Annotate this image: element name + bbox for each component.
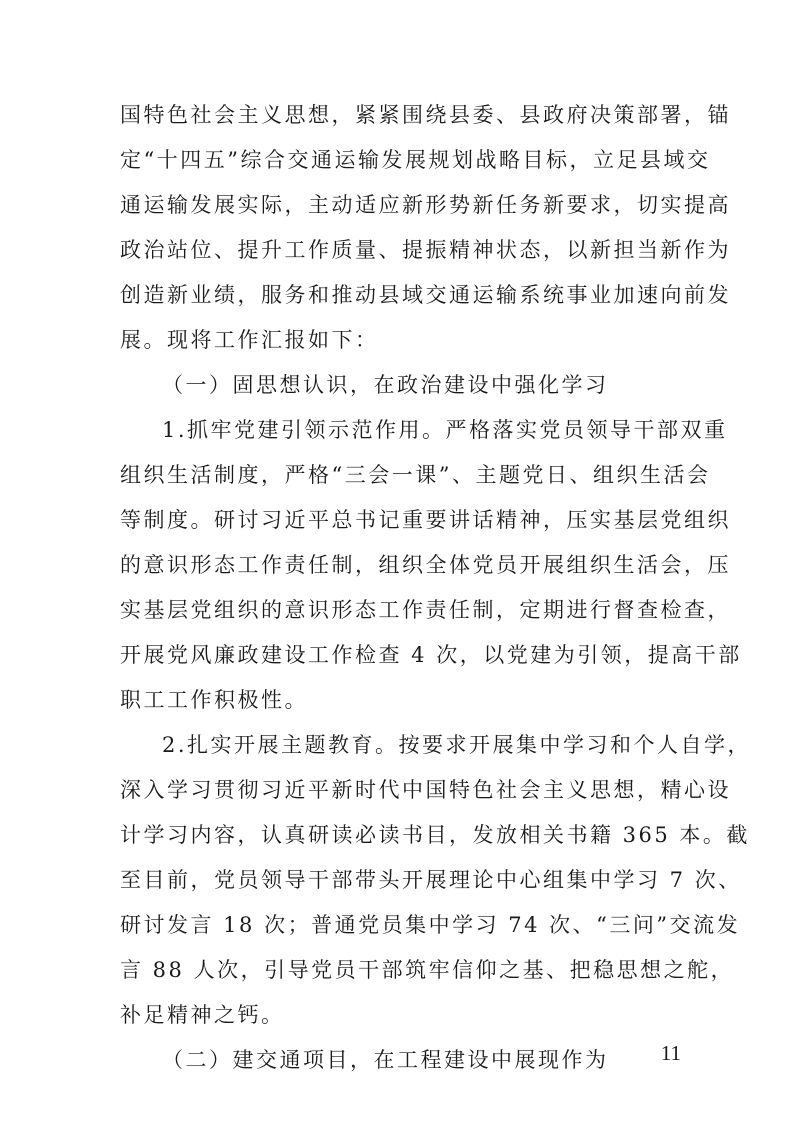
body-text-line: 补足精神之钙。 xyxy=(120,1003,285,1027)
body-text-line: 定“十四五”综合交通运输发展规划战略目标，立足县域交 xyxy=(120,148,711,172)
body-text-line: 实基层党组织的意识形态工作责任制，定期进行督查检查， xyxy=(120,598,731,622)
body-text-line: 创造新业绩，服务和推动县域交通运输系统事业加速向前发 xyxy=(120,283,731,307)
body-text-line: 展。现将工作汇报如下： xyxy=(120,328,379,352)
body-text-line: 深入学习贯彻习近平新时代中国特色社会主义思想，精心设 xyxy=(120,778,731,802)
body-text-line: 职工工作积极性。 xyxy=(120,688,308,712)
page-number: 11 xyxy=(660,1041,681,1065)
body-text-line: 政治站位、提升工作质量、提振精神状态，以新担当新作为 xyxy=(120,238,731,262)
body-text-line: 计学习内容，认真研读必读书目，发放相关书籍 365 本。截 xyxy=(120,823,750,847)
body-text-line: 的意识形态工作责任制，组织全体党员开展组织生活会，压 xyxy=(120,553,731,577)
body-text-line: 开展党风廉政建设工作检查 4 次，以党建为引领，提高干部 xyxy=(120,643,742,667)
body-text-line: 组织生活制度，严格“三会一课”、主题党日、组织生活会 xyxy=(120,463,711,487)
body-text-line: 等制度。研讨习近平总书记重要讲话精神，压实基层党组织 xyxy=(120,508,731,532)
body-text-line: 至目前，党员领导干部带头开展理论中心组集中学习 7 次、 xyxy=(120,868,742,892)
body-text-line: 通运输发展实际，主动适应新形势新任务新要求，切实提高 xyxy=(120,193,731,217)
body-text-line: 研讨发言 18 次；普通党员集中学习 74 次、“三问”交流发 xyxy=(120,913,741,937)
paragraph-first-line: 1.抓牢党建引领示范作用。严格落实党员领导干部双重 xyxy=(162,418,728,442)
section-heading: （一）固思想认识，在政治建设中强化学习 xyxy=(162,373,609,397)
paragraph-first-line: 2.扎实开展主题教育。按要求开展集中学习和个人自学， xyxy=(162,733,752,757)
section-heading: （二）建交通项目，在工程建设中展现作为 xyxy=(162,1048,609,1072)
body-text-line: 国特色社会主义思想，紧紧围绕县委、县政府决策部署，锚 xyxy=(120,103,731,127)
body-text-line: 言 88 人次，引导党员干部筑牢信仰之基、把稳思想之舵， xyxy=(120,958,735,982)
